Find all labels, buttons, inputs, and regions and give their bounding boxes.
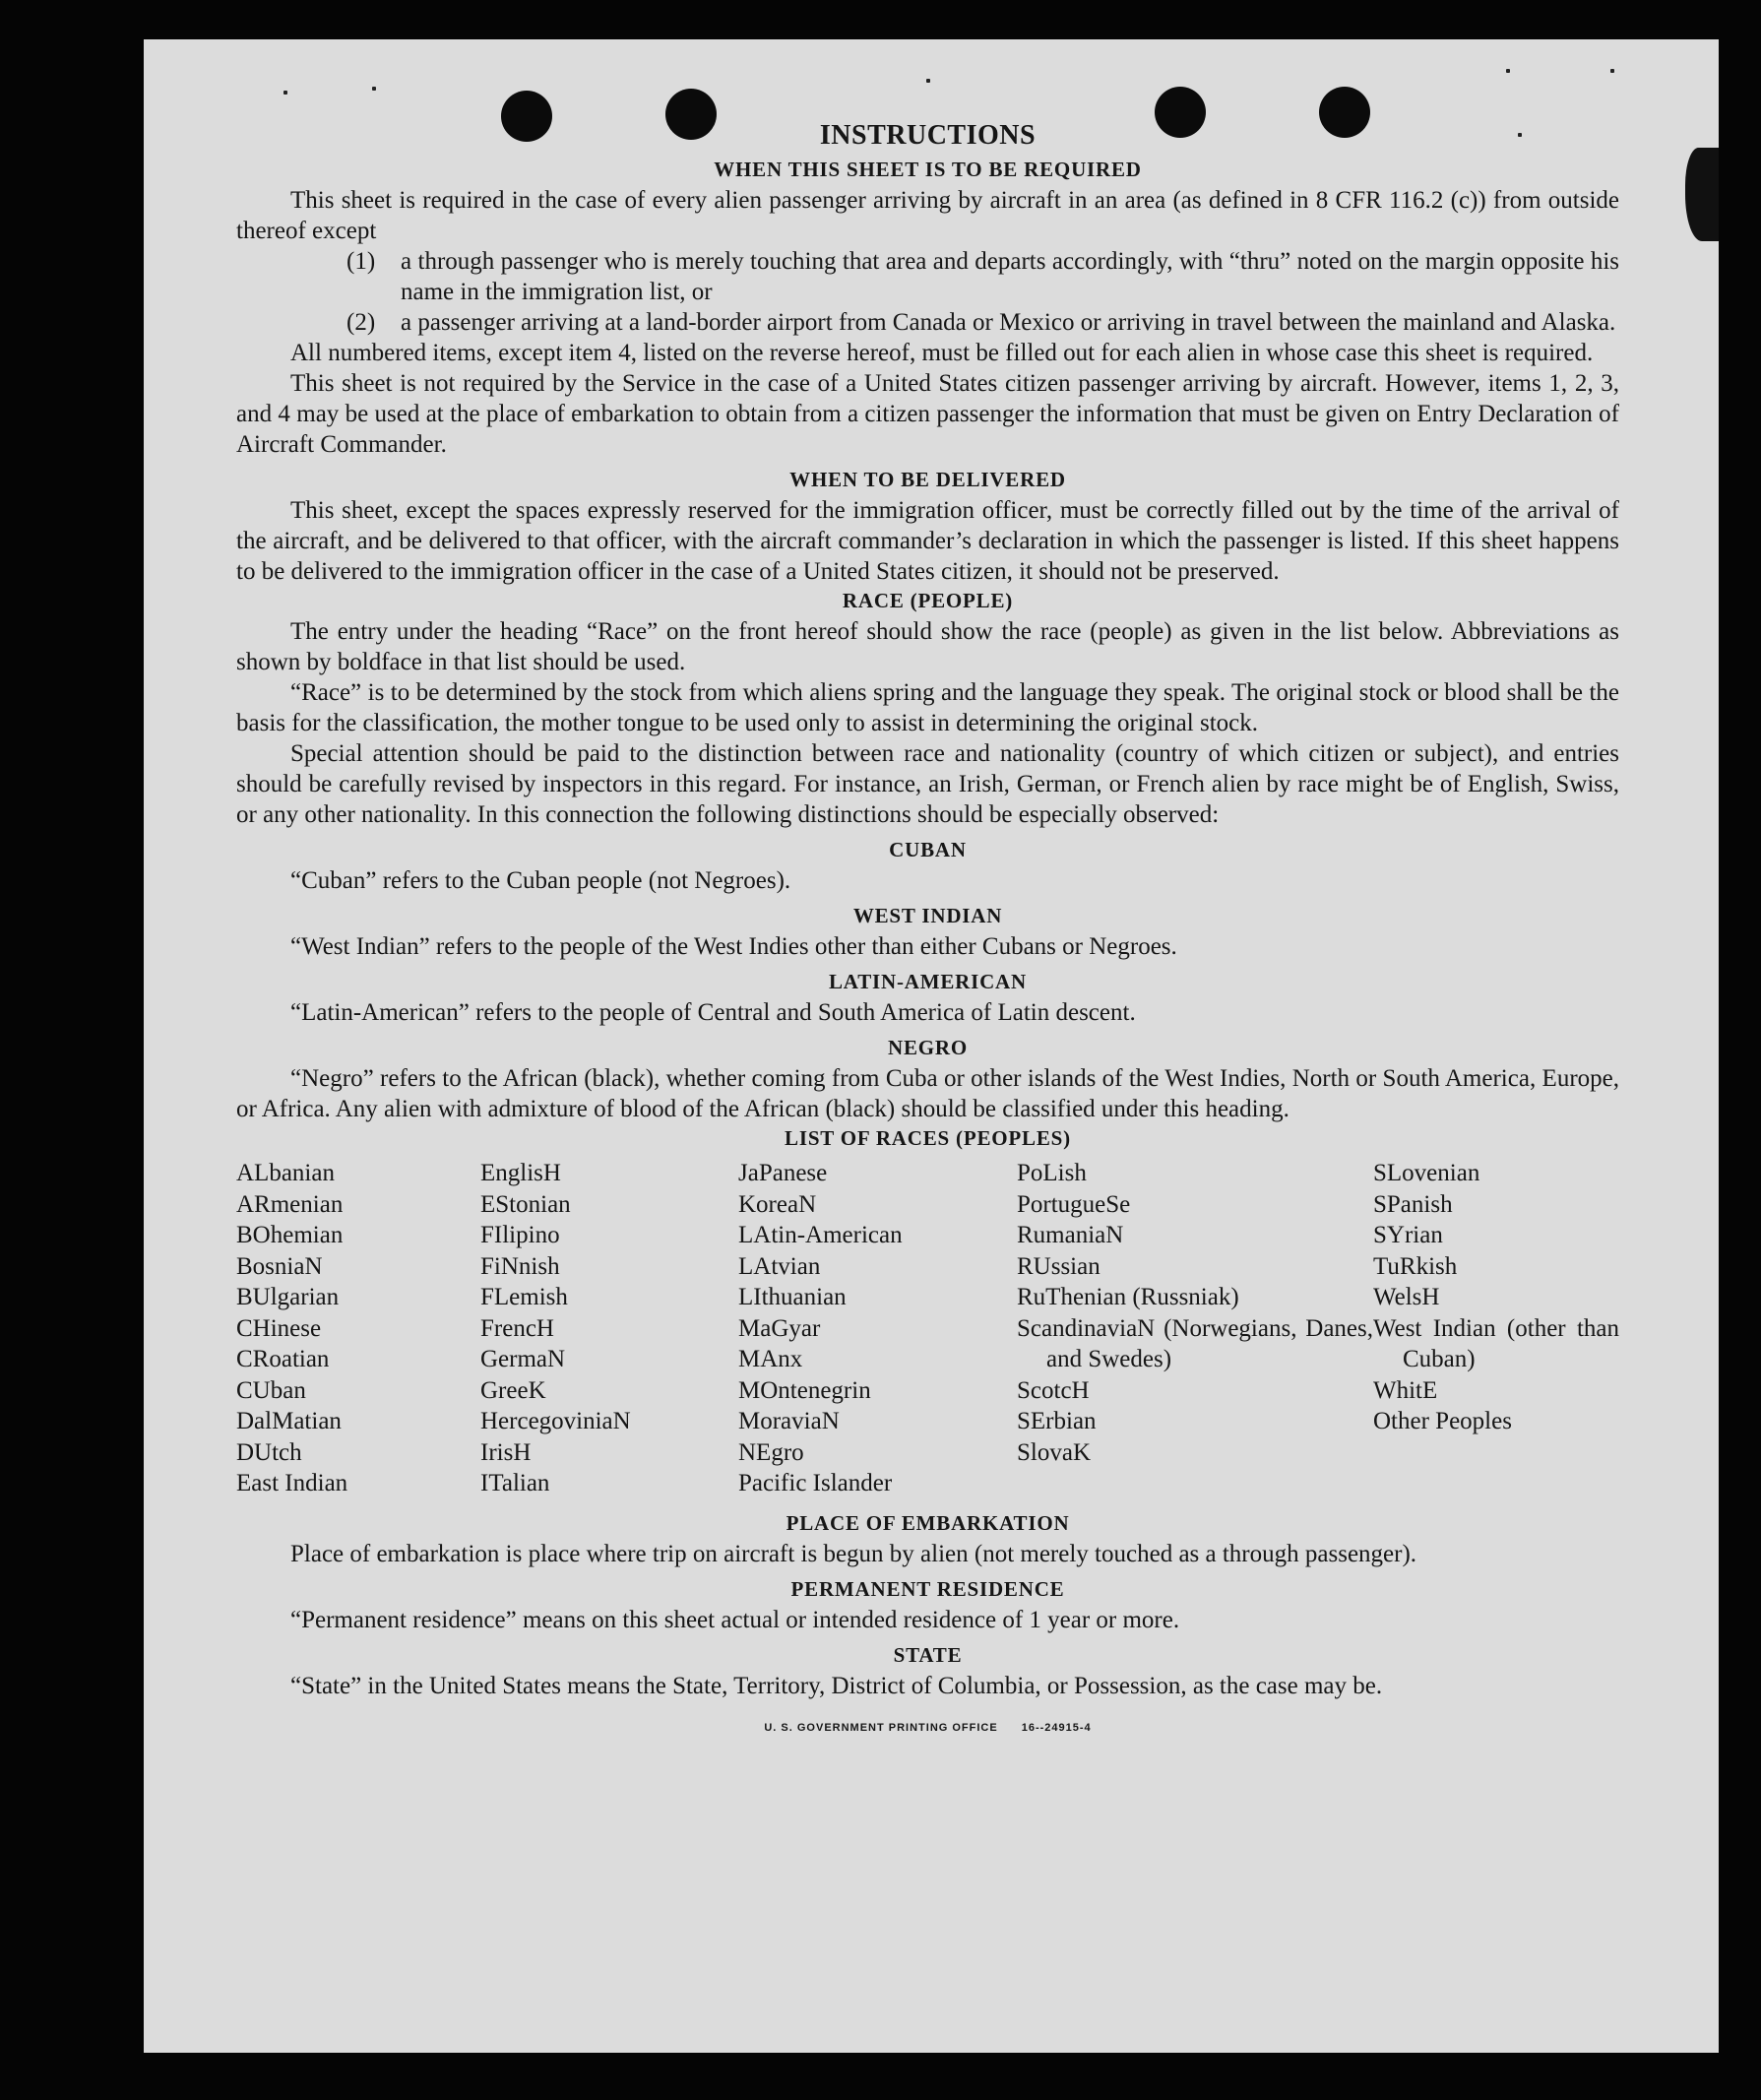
race-column xyxy=(1017,1158,1373,1499)
race-column xyxy=(1373,1158,1619,1499)
race-entry: SErbian xyxy=(1017,1408,1097,1434)
race-entry: RuThenian (Russniak) xyxy=(1017,1284,1239,1310)
paragraph-race-2: “Race” is to be determined by the stock from which aliens spring and the language they speak. The original stock or blood shall be the basis for the classification, the mother tongue to be used only to assist in determining the original stock. xyxy=(236,679,1619,736)
page-title: INSTRUCTIONS xyxy=(819,120,1037,151)
race-entry: SlovaK xyxy=(1017,1438,1091,1466)
race-entry: DUtch xyxy=(236,1438,302,1466)
race-entry: LAtvian xyxy=(738,1252,821,1280)
race-entry: FrencH xyxy=(480,1314,554,1342)
race-entry: CRoatian xyxy=(236,1346,330,1372)
race-entry: East Indian xyxy=(236,1470,348,1496)
race-entry: CUban xyxy=(236,1376,306,1404)
race-entry: FiNnish xyxy=(480,1252,560,1280)
dust-speck xyxy=(372,87,376,91)
race-entry: BosniaN xyxy=(236,1252,323,1280)
section-heading-negro: NEGRO xyxy=(887,1036,968,1059)
paragraph-numbered-items: All numbered items, except item 4, listed on the reverse hereof, must be filled out for each alien in whose case this sheet is required. xyxy=(290,340,1594,366)
dust-speck xyxy=(283,91,287,95)
race-entry: ScandinaviaN (Norwegians, Danes, and Swedes) xyxy=(1017,1314,1373,1372)
race-entry: ARmenian xyxy=(236,1190,344,1218)
race-entry: ALbanian xyxy=(236,1160,335,1186)
dust-speck xyxy=(926,79,930,83)
race-entry: HercegoviniaN xyxy=(480,1408,631,1434)
condition-item xyxy=(236,307,1619,338)
section-heading-embarkation: PLACE OF EMBARKATION xyxy=(786,1510,1070,1535)
race-entry: GreeK xyxy=(480,1376,546,1404)
race-entry: CHinese xyxy=(236,1314,322,1342)
paragraph-latin-american: “Latin-American” refers to the people of Central and South America of Latin descent. xyxy=(290,999,1136,1026)
section-heading-race: RACE (PEOPLE) xyxy=(842,589,1014,612)
paragraph-residence: “Permanent residence” means on this sheet actual or intended residence of 1 year or more. xyxy=(290,1606,1180,1633)
race-entry: MOntenegrin xyxy=(738,1376,871,1404)
race-entry: LIthuanian xyxy=(738,1284,847,1310)
paragraph-citizen: This sheet is not required by the Service in the case of a United States citizen passenger arriving by aircraft. However, items 1, 2, 3, and 4 may be used at the place of embarkation to obtain from a citizen passenger the information that must be given on Entry Declaration of Aircraft Commander. xyxy=(236,370,1619,458)
race-entry: Other Peoples xyxy=(1373,1408,1512,1434)
race-entry: SPanish xyxy=(1373,1190,1453,1218)
paragraph-race-3: Special attention should be paid to the distinction between race and nationality (country of which citizen or subject), and entries should be carefully revised by inspectors in this regard. For instance, an Irish, German, or French alien by race might be of English, Swiss, or any other nationality. In this connection the following distinctions should be especially observed: xyxy=(236,740,1619,828)
section-heading-latin-american: LATIN-AMERICAN xyxy=(829,970,1027,993)
condition-number: (2) xyxy=(346,309,376,336)
race-column xyxy=(738,1158,1017,1499)
race-entry: WelsH xyxy=(1373,1284,1440,1310)
race-entry: IrisH xyxy=(480,1438,532,1466)
paragraph-negro: “Negro” refers to the African (black), whether coming from Cuba or other islands of the West Indies, North or South America, Europe, or Africa. Any alien with admixture of blood of the African (black) should be classified under this heading. xyxy=(236,1065,1619,1122)
race-entry: FLemish xyxy=(480,1284,568,1310)
paragraph-required-intro: This sheet is required in the case of every alien passenger arriving by aircraft in an area (as defined in 8 CFR 116.2 (c)) from outside thereof except xyxy=(236,187,1619,244)
dust-speck xyxy=(1610,69,1614,73)
race-entry: BUlgarian xyxy=(236,1284,340,1310)
race-entry: ITalian xyxy=(480,1470,550,1496)
race-entry: PoLish xyxy=(1017,1160,1087,1186)
condition-number: (1) xyxy=(346,248,376,275)
paragraph-embarkation: Place of embarkation is place where trip on aircraft is begun by alien (not merely touched as a through passenger). xyxy=(290,1540,1417,1567)
race-entry: NEgro xyxy=(738,1438,804,1466)
race-list xyxy=(236,1158,1619,1499)
race-entry: EStonian xyxy=(480,1190,571,1218)
race-entry: JaPanese xyxy=(738,1160,828,1186)
instructions-text xyxy=(236,118,1619,1744)
paragraph-delivered: This sheet, except the spaces expressly reserved for the immigration officer, must be correctly filled out by the time of the arrival of the aircraft, and be delivered to that officer, with the aircraft commander’s declaration in which the passenger is listed. If this sheet happens to be delivered to the immigration officer in the case of a United States citizen, it should not be preserved. xyxy=(236,497,1619,585)
edge-stain xyxy=(1685,148,1719,241)
document-page xyxy=(144,39,1719,2053)
race-entry: RUssian xyxy=(1017,1252,1101,1280)
section-heading-delivered: WHEN TO BE DELIVERED xyxy=(789,468,1066,491)
section-heading-west-indian: WEST INDIAN xyxy=(852,904,1003,927)
race-column xyxy=(480,1158,738,1499)
section-heading-list-of-races: LIST OF RACES (PEOPLES) xyxy=(785,1126,1071,1150)
condition-item xyxy=(236,246,1619,307)
paragraph-state: “State” in the United States means the State, Territory, District of Columbia, or Possession, as the case may be. xyxy=(290,1672,1383,1699)
printer-footer xyxy=(236,1713,1619,1744)
race-column xyxy=(236,1158,480,1499)
race-entry: West Indian (other than Cuban) xyxy=(1373,1314,1619,1372)
section-heading-cuban: CUBAN xyxy=(889,838,967,861)
race-entry: TuRkish xyxy=(1373,1252,1458,1280)
form-code: 16--24915-4 xyxy=(1021,1721,1092,1734)
section-heading-residence: PERMANENT RESIDENCE xyxy=(790,1576,1065,1601)
race-entry: MAnx xyxy=(738,1346,803,1372)
race-entry: RumaniaN xyxy=(1017,1222,1124,1248)
race-entry: PortugueSe xyxy=(1017,1190,1131,1218)
race-entry: LAtin-American xyxy=(738,1222,903,1248)
race-entry: WhitE xyxy=(1373,1376,1438,1404)
race-entry: ScotcH xyxy=(1017,1376,1090,1404)
race-entry: DalMatian xyxy=(236,1408,342,1434)
race-entry: EnglisH xyxy=(480,1160,561,1186)
dust-speck xyxy=(1506,69,1510,73)
race-entry: KoreaN xyxy=(738,1190,817,1218)
condition-text: a passenger arriving at a land-border airport from Canada or Mexico or arriving in travel between the mainland and Alaska. xyxy=(401,309,1616,336)
printer-name: U. S. GOVERNMENT PRINTING OFFICE xyxy=(764,1721,998,1734)
race-entry: SLovenian xyxy=(1373,1160,1480,1186)
race-entry: BOhemian xyxy=(236,1222,344,1248)
section-heading-required: WHEN THIS SHEET IS TO BE REQUIRED xyxy=(714,158,1142,181)
race-entry: GermaN xyxy=(480,1346,566,1372)
race-entry: MoraviaN xyxy=(738,1408,840,1434)
section-heading-state: STATE xyxy=(893,1642,963,1667)
paragraph-race-1: The entry under the heading “Race” on the front hereof should show the race (people) as given in the list below. Abbreviations as shown by boldface in that list should be used. xyxy=(236,618,1619,675)
paragraph-west-indian: “West Indian” refers to the people of the West Indies other than either Cubans or Negroes. xyxy=(290,933,1177,960)
condition-text: a through passenger who is merely touching that area and departs accordingly, with “thru” noted on the margin opposite his name in the immigration list, or xyxy=(401,248,1619,305)
paragraph-cuban: “Cuban” refers to the Cuban people (not Negroes). xyxy=(290,867,791,894)
race-entry: MaGyar xyxy=(738,1314,821,1342)
race-entry: SYrian xyxy=(1373,1222,1443,1248)
race-entry: FIlipino xyxy=(480,1222,560,1248)
race-entry: Pacific Islander xyxy=(738,1470,893,1496)
